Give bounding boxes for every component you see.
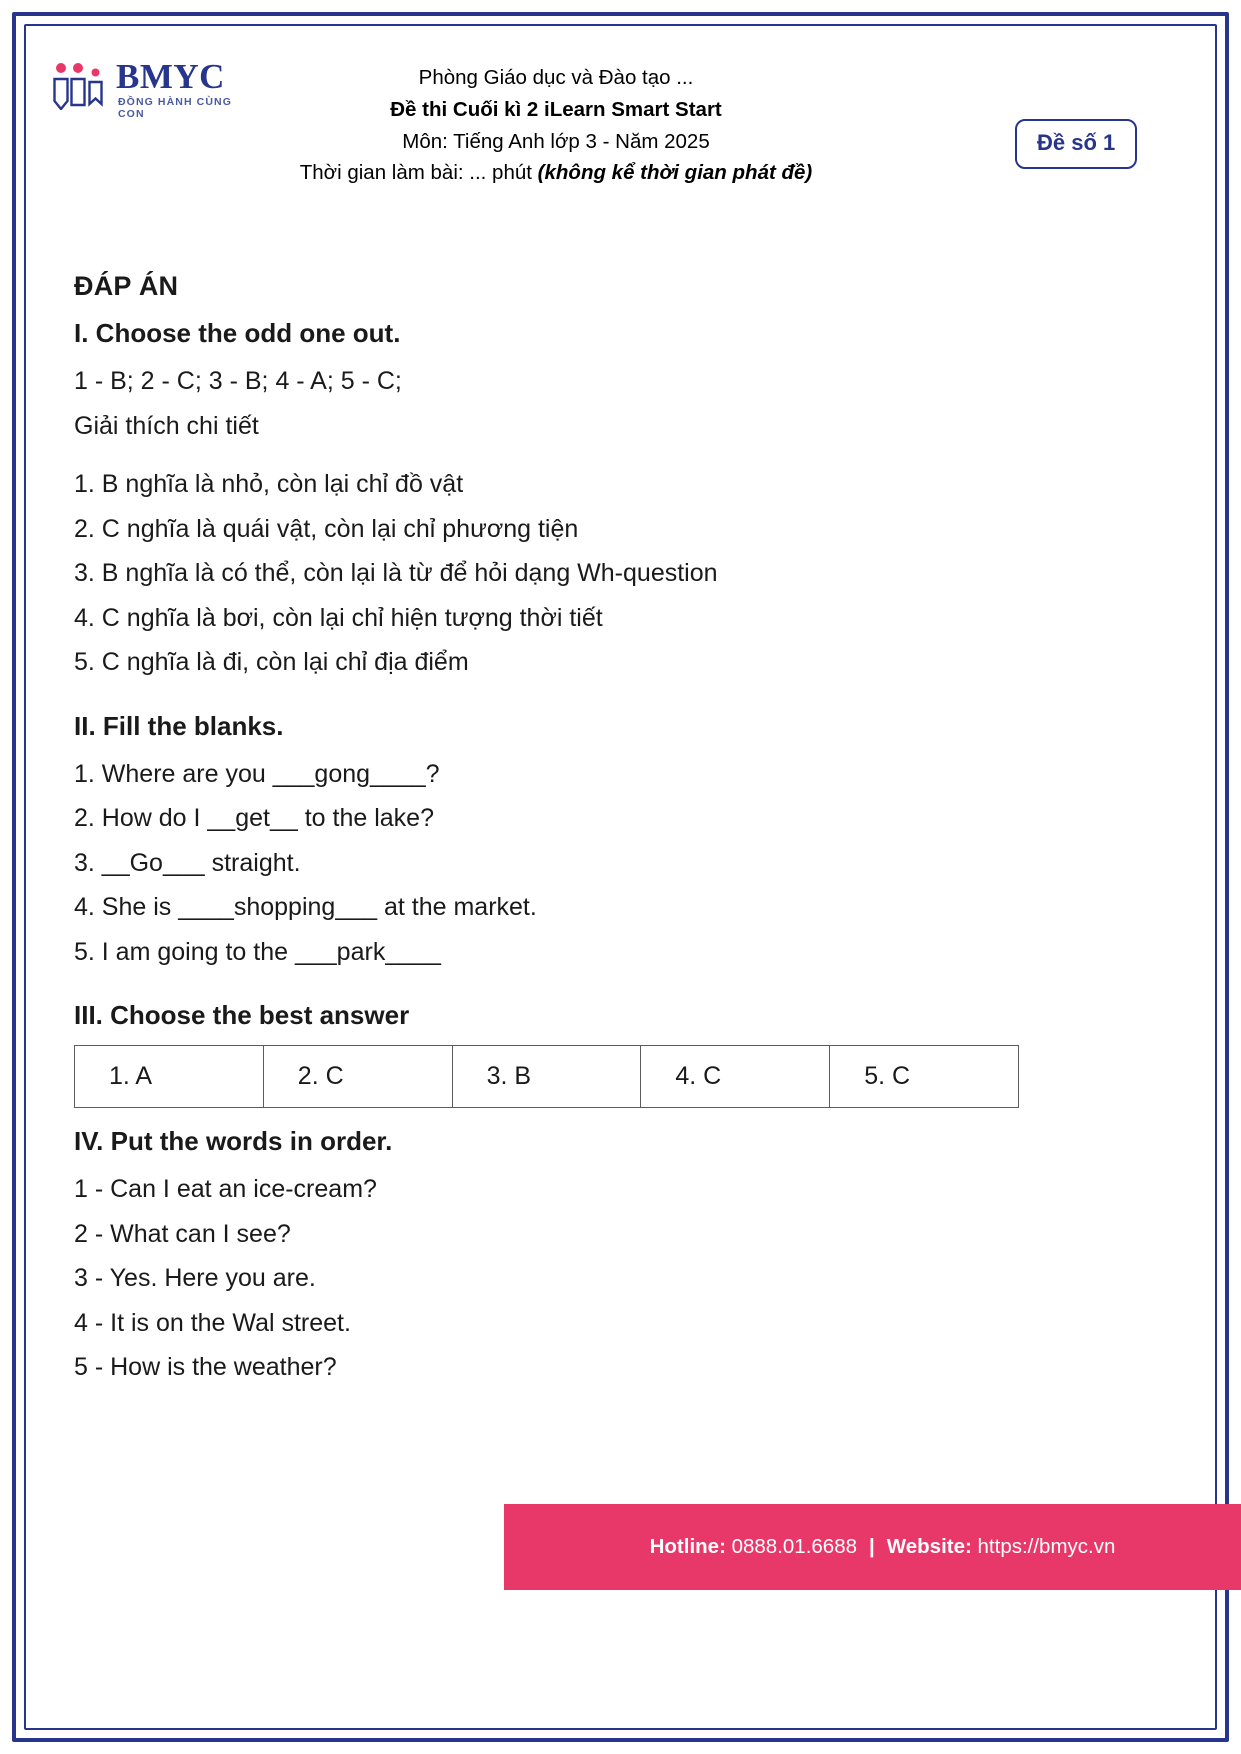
- footer-separator: |: [869, 1535, 875, 1558]
- header-subject-line: Môn: Tiếng Anh lớp 3 - Năm 2025: [402, 129, 710, 153]
- header-duration-note: (không kể thời gian phát đề): [537, 161, 813, 185]
- header-department-line: Phòng Giáo dục và Đào tạo ...: [418, 66, 694, 89]
- section-3-heading: III. Choose the best answer: [74, 1000, 410, 1030]
- spacer: [74, 685, 1084, 711]
- section-4-item-4: 4 - It is on the Wal street.: [74, 1308, 351, 1337]
- section-2-item-1: 1. Where are you ___gong____?: [74, 759, 440, 788]
- answer-cell-1: 1. A: [75, 1046, 264, 1108]
- answer-key-title: ĐÁP ÁN: [74, 271, 179, 301]
- exam-header-block: [206, 62, 906, 189]
- answer-cell-5: 5. C: [830, 1046, 1019, 1108]
- answer-cell-4: 4. C: [641, 1046, 830, 1108]
- section-2-item-2: 2. How do I __get__ to the lake?: [74, 804, 434, 832]
- section-1-explanation-3: 3. B nghĩa là có thể, còn lại là từ để hỏi dạng Wh-question: [74, 559, 718, 587]
- bmyc-logo-mark-icon: [52, 62, 110, 110]
- section-1-explanation-2: 2. C nghĩa là quái vật, còn lại chỉ phương tiện: [74, 514, 579, 543]
- section-1-answers: 1 - B; 2 - C; 3 - B; 4 - A; 5 - C;: [74, 367, 402, 395]
- section-2-item-4: 4. She is ____shopping___ at the market.: [74, 893, 537, 921]
- page-sheet: [26, 26, 1215, 1728]
- bmyc-logo-tagline: ĐỒNG HÀNH CÙNG CON: [118, 96, 232, 120]
- spacer: [74, 448, 1084, 462]
- section-4-heading: IV. Put the words in order.: [74, 1126, 393, 1156]
- answer-cell-3: 3. B: [452, 1046, 641, 1108]
- footer-hotline-label: Hotline:: [649, 1535, 726, 1558]
- footer-website-value[interactable]: https://bmyc.vn: [971, 1535, 1116, 1558]
- section-1-explanation-1: 1. B nghĩa là nhỏ, còn lại chỉ đồ vật: [74, 470, 464, 498]
- header-duration-plain: Thời gian làm bài: ... phút: [299, 161, 538, 185]
- header-duration-line: [206, 157, 906, 189]
- footer-contact-bar: [504, 1504, 1241, 1590]
- section-1-explanation-5: 5. C nghĩa là đi, còn lại chỉ địa điểm: [74, 648, 469, 676]
- answer-key-body: [74, 271, 1084, 1390]
- section-4-item-3: 3 - Yes. Here you are.: [74, 1264, 316, 1292]
- section-3-answer-table: [74, 1045, 1019, 1108]
- section-2-item-5: 5. I am going to the ___park____: [74, 937, 441, 966]
- section-1-heading: I. Choose the odd one out.: [74, 318, 401, 348]
- table-row: [75, 1046, 1019, 1108]
- document-header: [26, 26, 1215, 206]
- header-exam-title: Đề thi Cuối kì 2 iLearn Smart Start: [390, 97, 722, 121]
- bmyc-logo-wordmark: BMYC: [116, 57, 225, 96]
- section-2-item-3: 3. __Go___ straight.: [74, 848, 301, 877]
- exam-number-badge: Đề số 1: [1015, 119, 1137, 169]
- footer-contact-text: [650, 1535, 1116, 1559]
- footer-hotline-value: 0888.01.6688: [725, 1535, 858, 1558]
- footer-website-label: Website:: [886, 1535, 972, 1558]
- section-1-explanation-4: 4. C nghĩa là bơi, còn lại chỉ hiện tượng thời tiết: [74, 603, 603, 632]
- spacer: [74, 974, 1084, 1000]
- section-4-item-1: 1 - Can I eat an ice-cream?: [74, 1175, 377, 1203]
- section-4-item-2: 2 - What can I see?: [74, 1219, 291, 1248]
- section-4-item-5: 5 - How is the weather?: [74, 1353, 337, 1381]
- section-1-explain-label: Giải thích chi tiết: [74, 411, 259, 440]
- answer-cell-2: 2. C: [263, 1046, 452, 1108]
- section-2-heading: II. Fill the blanks.: [74, 710, 284, 741]
